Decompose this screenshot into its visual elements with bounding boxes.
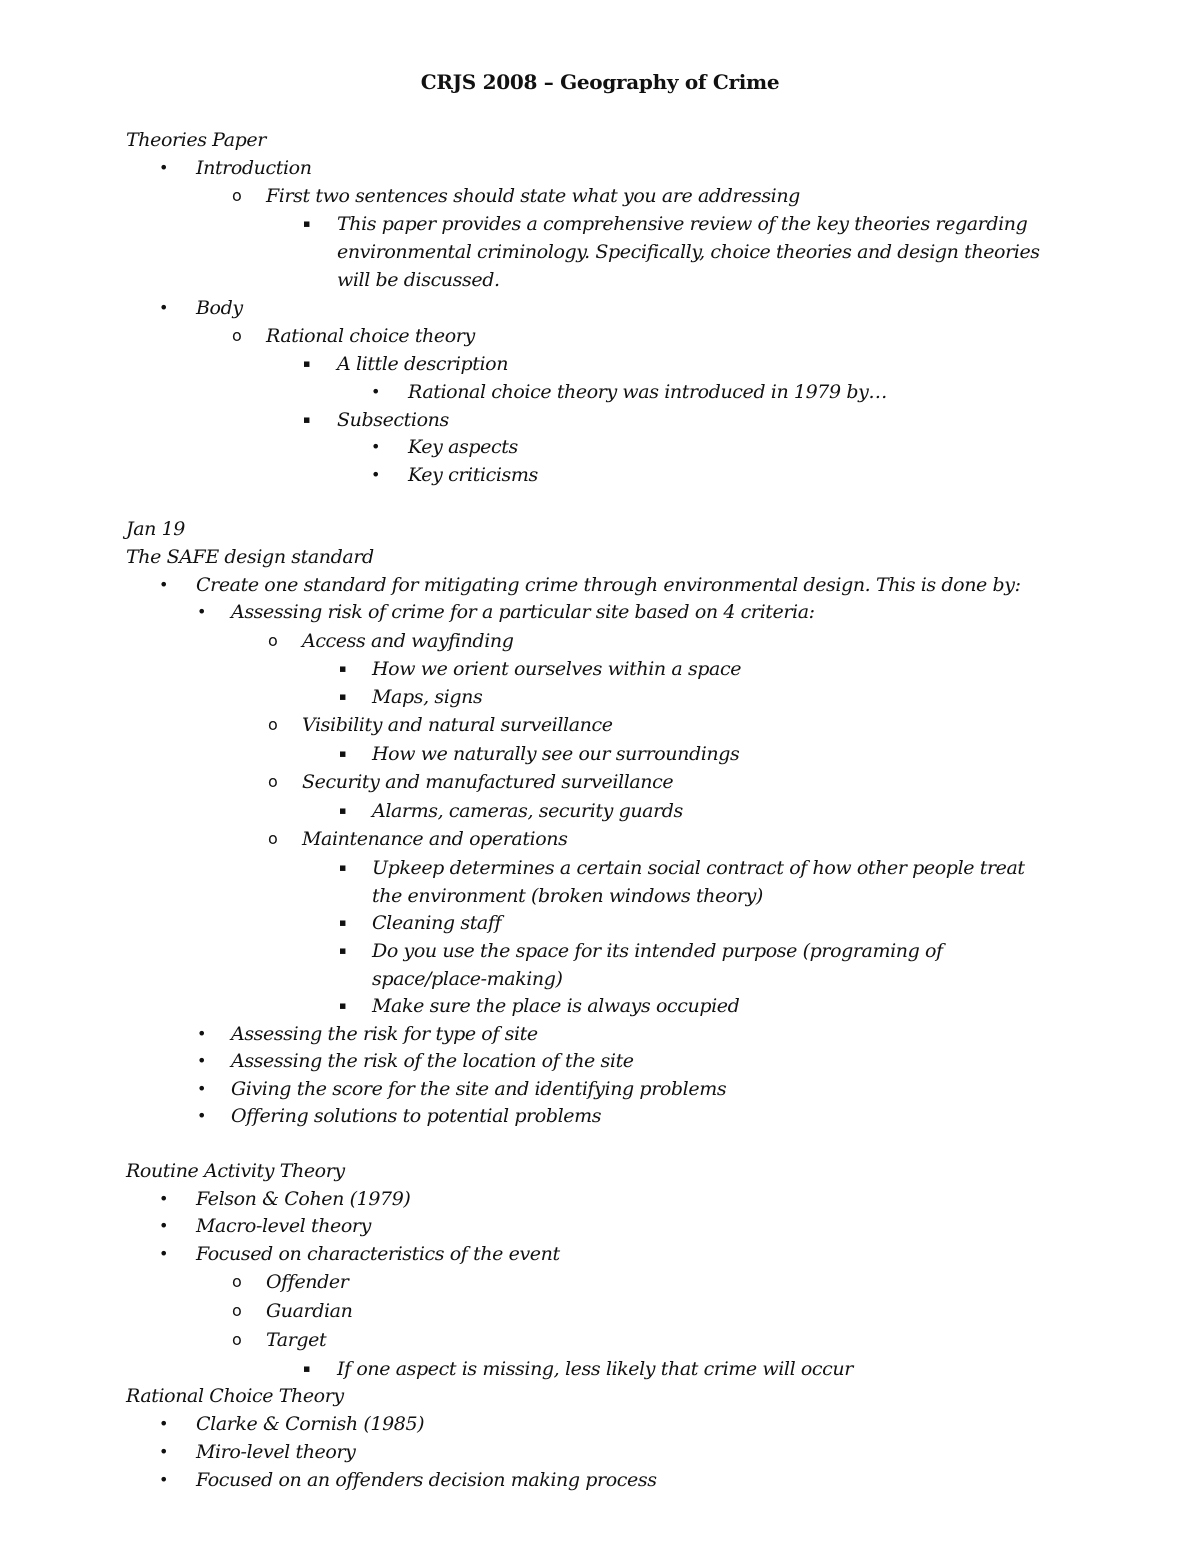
list-item: Maps, signs: [372, 686, 483, 708]
square-bullet: ▪: [339, 861, 347, 874]
list-item: Clarke & Cornish (1985): [196, 1413, 425, 1435]
list-item: Assessing risk of crime for a particular site based on 4 criteria:: [231, 601, 815, 623]
section-heading-rational-choice: Rational Choice Theory: [126, 1385, 344, 1407]
list-item: Felson & Cohen (1979): [196, 1188, 411, 1210]
square-bullet: ▪: [339, 747, 347, 760]
list-item: This paper provides a comprehensive review of the key theories regarding: [337, 213, 1028, 235]
square-bullet: ▪: [339, 944, 347, 957]
circle-bullet: o: [232, 326, 242, 345]
disc-bullet: •: [159, 1216, 169, 1235]
list-item-continuation: will be discussed.: [337, 269, 500, 291]
list-item: Focused on an offenders decision making process: [196, 1469, 657, 1491]
list-item: Alarms, cameras, security guards: [372, 800, 683, 822]
list-item-continuation: environmental criminology. Specifically, choice theories and design theories: [337, 241, 1040, 263]
section-heading-safe: The SAFE design standard: [126, 546, 374, 568]
disc-bullet: •: [197, 602, 207, 621]
date-label: Jan 19: [126, 518, 185, 540]
circle-bullet: o: [232, 186, 242, 205]
disc-bullet: •: [197, 1079, 207, 1098]
disc-bullet: •: [197, 1024, 207, 1043]
square-bullet: ▪: [339, 662, 347, 675]
list-item: Cleaning staff: [372, 912, 502, 934]
disc-bullet: •: [159, 1442, 169, 1461]
list-item: Rational choice theory: [266, 325, 475, 347]
list-item: Assessing the risk of the location of the site: [231, 1050, 634, 1072]
list-item: How we orient ourselves within a space: [372, 658, 742, 680]
list-item: Miro-level theory: [196, 1441, 356, 1463]
list-item: Target: [266, 1329, 327, 1351]
list-item: Offering solutions to potential problems: [231, 1105, 602, 1127]
section-heading-theories-paper: Theories Paper: [126, 129, 266, 151]
list-item: Body: [196, 297, 243, 319]
list-item: Visibility and natural surveillance: [302, 714, 613, 736]
list-item: Create one standard for mitigating crime through environmental design. This is done by:: [196, 574, 1021, 596]
disc-bullet: •: [159, 1414, 169, 1433]
list-item-continuation: the environment (broken windows theory): [372, 885, 763, 907]
list-item: Subsections: [337, 409, 449, 431]
disc-bullet: •: [371, 437, 381, 456]
disc-bullet: •: [159, 1189, 169, 1208]
list-item: If one aspect is missing, less likely that crime will occur: [337, 1358, 853, 1380]
list-item: Offender: [266, 1271, 349, 1293]
list-item: Key aspects: [408, 436, 518, 458]
disc-bullet: •: [159, 1244, 169, 1263]
disc-bullet: •: [159, 1470, 169, 1489]
list-item: Security and manufactured surveillance: [302, 771, 674, 793]
disc-bullet: •: [197, 1106, 207, 1125]
square-bullet: ▪: [339, 804, 347, 817]
disc-bullet: •: [371, 382, 381, 401]
list-item: How we naturally see our surroundings: [372, 743, 740, 765]
list-item: Upkeep determines a certain social contract of how other people treat: [372, 857, 1025, 879]
circle-bullet: o: [232, 1330, 242, 1349]
disc-bullet: •: [159, 575, 169, 594]
disc-bullet: •: [159, 298, 169, 317]
circle-bullet: o: [268, 631, 278, 650]
list-item: Giving the score for the site and identifying problems: [231, 1078, 727, 1100]
list-item-continuation: space/place-making): [372, 968, 563, 990]
list-item: Guardian: [266, 1300, 353, 1322]
document-title: CRJS 2008 – Geography of Crime: [420, 70, 780, 94]
section-heading-routine-activity: Routine Activity Theory: [126, 1160, 345, 1182]
list-item: First two sentences should state what you are addressing: [266, 185, 800, 207]
list-item: A little description: [337, 353, 509, 375]
square-bullet: ▪: [339, 690, 347, 703]
circle-bullet: o: [268, 715, 278, 734]
square-bullet: ▪: [339, 999, 347, 1012]
circle-bullet: o: [232, 1272, 242, 1291]
disc-bullet: •: [197, 1051, 207, 1070]
list-item: Key criticisms: [408, 464, 538, 486]
list-item: Rational choice theory was introduced in 1979 by…: [408, 381, 888, 403]
list-item: Focused on characteristics of the event: [196, 1243, 560, 1265]
square-bullet: ▪: [303, 217, 311, 230]
disc-bullet: •: [371, 465, 381, 484]
list-item: Do you use the space for its intended purpose (programing of: [372, 940, 943, 962]
circle-bullet: o: [268, 829, 278, 848]
square-bullet: ▪: [303, 357, 311, 370]
list-item: Maintenance and operations: [302, 828, 568, 850]
list-item: Macro-level theory: [196, 1215, 371, 1237]
square-bullet: ▪: [303, 1362, 311, 1375]
square-bullet: ▪: [339, 916, 347, 929]
list-item: Assessing the risk for type of site: [231, 1023, 538, 1045]
square-bullet: ▪: [303, 413, 311, 426]
list-item: Introduction: [196, 157, 312, 179]
circle-bullet: o: [232, 1301, 242, 1320]
circle-bullet: o: [268, 772, 278, 791]
disc-bullet: •: [159, 158, 169, 177]
list-item: Access and wayfinding: [302, 630, 514, 652]
list-item: Make sure the place is always occupied: [372, 995, 740, 1017]
